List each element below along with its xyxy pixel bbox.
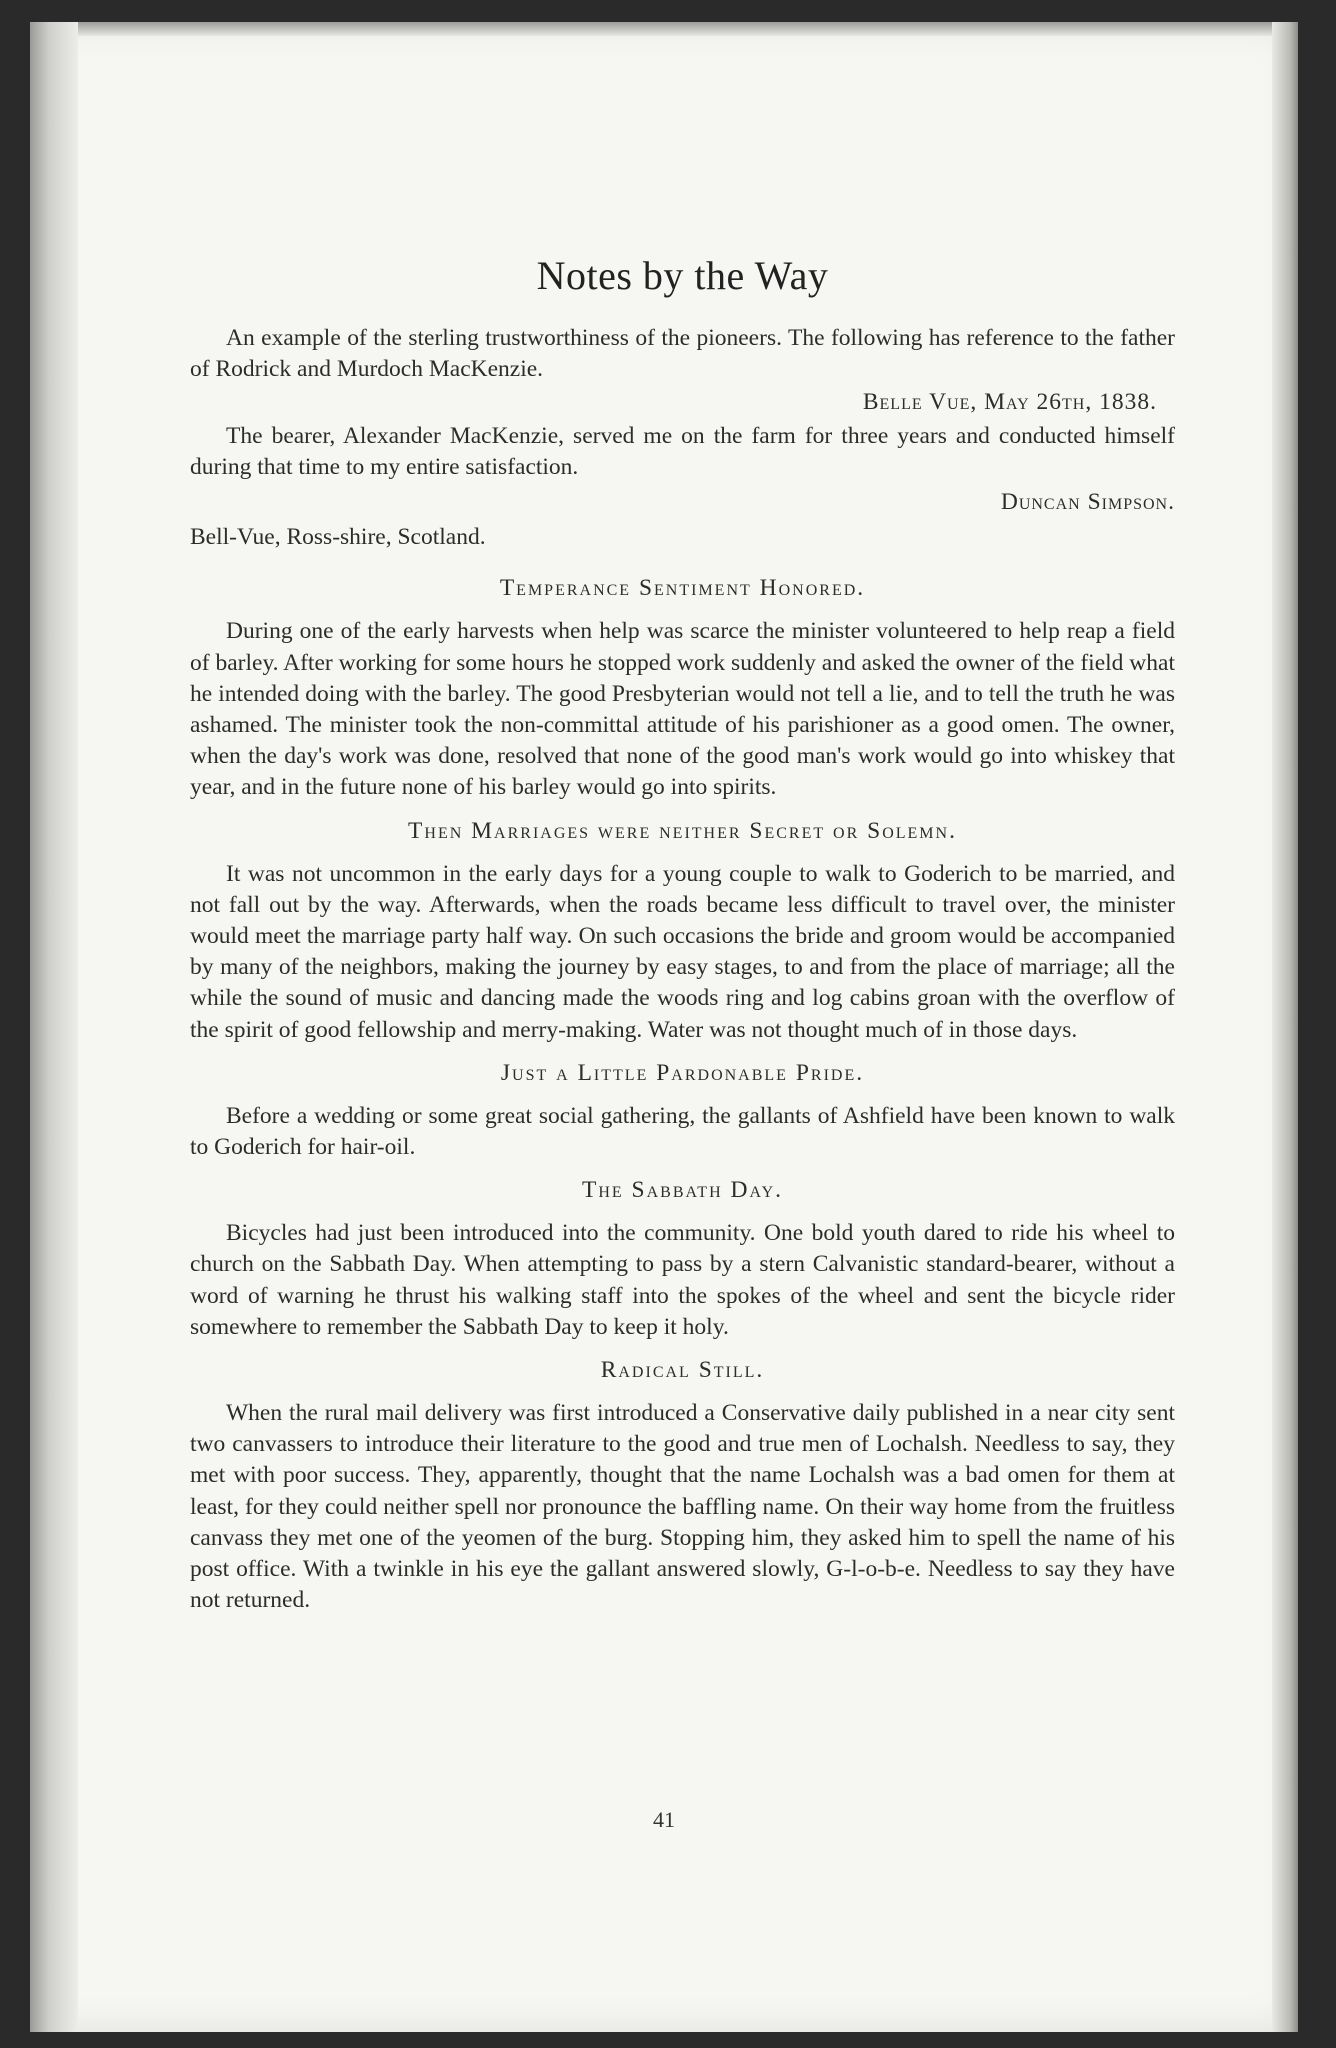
section-text-radical: When the rural mail delivery was first introduced a Conservative daily published in a near city sent two canvassers to introduce their literature to the good and true men of Lochalsh. Needless to say, they met with poor success. They, apparently, thought that the name Lochalsh was a bad omen for them at least, for they could neither spell nor pronounce the baffling name. On their way home from the fruitless canvass they met one of the yeomen of the burg. Stopping him, they asked him to spell the name of his post office. With a twinkle in his eye the gallant answered slowly, G-l-o-b-e. Needless to say they have not returned. xyxy=(190,1400,1175,1614)
letter-place: Bell-Vue, Ross-shire, Scotland. xyxy=(190,524,486,551)
page-right-edge xyxy=(1272,22,1298,2032)
book-page xyxy=(30,22,1298,2032)
section-text-temperance: During one of the early harvests when help was scarce the minister volunteered to help reap a field of barley. After working for some hours he stopped work suddenly and asked the owner of the field what he intended doing with the barley. The good Presbyterian would not tell a lie, and to tell the truth he was ashamed. The minister took the non-committal attitude of his parishioner as a good omen. The owner, when the day's work was done, resolved that none of the good man's work would go into whiskey that year, and in the future none of his barley would go into spirits. xyxy=(190,618,1175,801)
section-heading-radical: Radical Still. xyxy=(600,1357,765,1384)
page-title: Notes by the Way xyxy=(536,253,829,298)
book-spine-shadow xyxy=(30,22,78,2032)
section-text-marriages: It was not uncommon in the early days for a young couple to walk to Goderich to be married, and not fall out by the way. Afterwards, when the roads became less difficult to travel over, the minister would meet the marriage party half way. On such occasions the bride and groom would be accompanied by many of the neighbors, making the journey by easy stages, to and from the place of marriage; all the while the sound of music and dancing made the woods ring and log cabins groan with the overflow of the spirit of good fellowship and merry-making. Water was not thought much of in those days. xyxy=(190,860,1175,1043)
section-heading-sabbath: The Sabbath Day. xyxy=(582,1177,783,1204)
letter-dateline: Belle Vue, May 26th, 1838. xyxy=(862,389,1157,416)
intro-paragraph: An example of the sterling trustworthiness of the pioneers. The following has reference to the father of Rodrick and Murdoch MacKenzie. xyxy=(190,325,1175,383)
letter-signature: Duncan Simpson. xyxy=(1000,489,1175,516)
page-number: 41 xyxy=(653,1807,675,1832)
section-text-sabbath: Bicycles had just been introduced into the community. One bold youth dared to ride his wheel to church on the Sabbath Day. When attempting to pass by a stern Calvanistic standard-bearer, without a word of warning he thrust his walking staff into the spokes of the wheel and sent the bicycle rider somewhere to remember the Sabbath Day to keep it holy. xyxy=(190,1220,1175,1340)
page-content xyxy=(190,252,1175,1617)
section-heading-pride: Just a Little Pardonable Pride. xyxy=(500,1059,865,1086)
letter-body: The bearer, Alexander MacKenzie, served me on the farm for three years and conducted himself during that time to my entire satisfaction. xyxy=(190,422,1175,480)
section-text-pride: Before a wedding or some great social gathering, the gallants of Ashfield have been known to walk to Goderich for hair-oil. xyxy=(190,1102,1175,1161)
page-top-edge xyxy=(30,22,1298,36)
section-heading-marriages: Then Marriages were neither Secret or Solemn. xyxy=(408,817,957,844)
section-heading-temperance: Temperance Sentiment Honored. xyxy=(499,575,866,602)
